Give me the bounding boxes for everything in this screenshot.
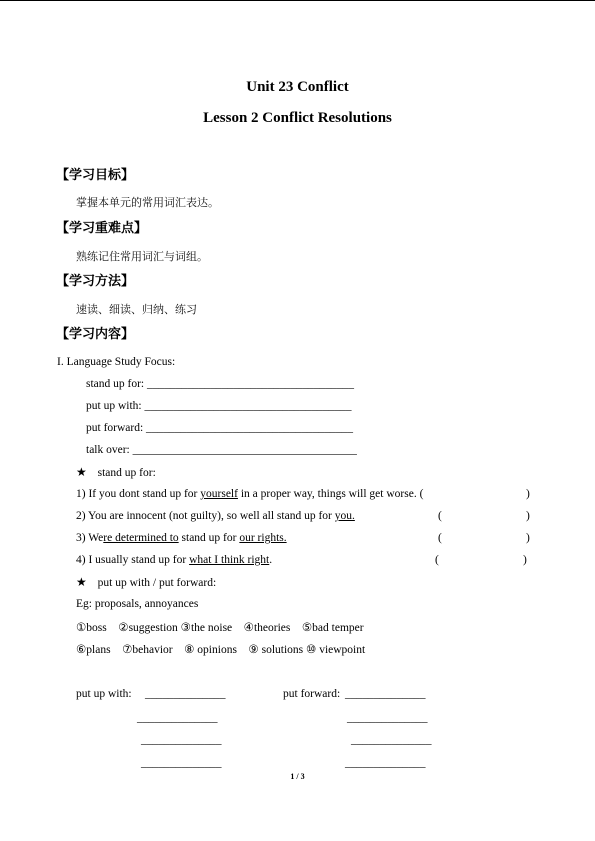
- options-row-2: ⑥plans ⑦behavior ⑧ opinions ⑨ solutions ⑩ viewpoint: [76, 644, 366, 656]
- star-label: stand up for:: [97, 467, 156, 479]
- phrase-row: [76, 422, 353, 434]
- sentence-text: ll all stand up for: [253, 510, 335, 522]
- sentence-text: 4) I usually stand up for: [76, 554, 190, 566]
- section-heading-content: 【学习内容】: [56, 327, 135, 342]
- underlined-phrase: re determined to: [103, 532, 179, 544]
- answer-paren-open: (: [435, 554, 439, 566]
- section-text-goals: 掌握本单元的常用词汇表达。: [76, 196, 219, 209]
- sentence-row: [76, 510, 355, 522]
- answer-blank[interactable]: _______________________________________: [132, 444, 357, 456]
- sentence-text: stand up for: [178, 532, 240, 544]
- section-text-difficulties: 熟练记住常用词汇与词组。: [76, 250, 208, 263]
- sentence-text: 1) If you don: [76, 488, 137, 500]
- page-number: 1 / 3: [290, 772, 305, 781]
- sentence-text: 3) We: [76, 532, 104, 544]
- answer-paren-close: ): [526, 488, 530, 500]
- page-subtitle: Lesson 2 Conflict Resolutions: [203, 110, 392, 126]
- answer-paren-close: ): [526, 532, 530, 544]
- answer-blank[interactable]: ______________: [137, 712, 218, 724]
- underlined-phrase: yourself: [200, 488, 238, 500]
- phrase-label: put forward:: [86, 422, 147, 434]
- put-up-with-label: put up with:: [76, 688, 132, 700]
- page-title: Unit 23 Conflict: [246, 79, 349, 95]
- section-text-methods: 速读、细读、归纳、练习: [76, 303, 197, 316]
- phrase-row: [76, 378, 354, 390]
- answer-blank[interactable]: ______________: [345, 688, 426, 700]
- phrase-row: [76, 400, 351, 412]
- example-line: Eg: proposals, annoyances: [76, 598, 199, 610]
- answer-paren-open: (: [438, 532, 442, 544]
- section-heading-difficulties: 【学习重难点】: [56, 221, 148, 236]
- star-icon: ★: [76, 465, 87, 479]
- phrase-row: [76, 444, 357, 456]
- answer-blank[interactable]: ______________: [145, 688, 226, 700]
- answer-blank[interactable]: ______________: [141, 734, 222, 746]
- section-heading-goals: 【学习目标】: [56, 168, 135, 183]
- put-forward-label: put forward:: [283, 688, 341, 700]
- answer-blank[interactable]: ______________: [345, 757, 426, 769]
- answer-blank[interactable]: ____________________________________: [146, 422, 354, 434]
- sentence-row: [76, 488, 423, 500]
- answer-paren-open: (: [438, 510, 442, 522]
- options-row-1: ①boss ②suggestion ③the noise ④theories ⑤bad temper: [76, 622, 364, 634]
- sentence-row: [76, 532, 287, 544]
- star-item: [76, 575, 216, 589]
- section-heading-methods: 【学习方法】: [56, 274, 135, 289]
- sentence-row: [76, 554, 272, 566]
- answer-blank[interactable]: ____________________________________: [147, 378, 355, 390]
- sentence-text: 2) You are innocent (not guilty), so we: [76, 510, 254, 522]
- focus-title: I. Language Study Focus:: [57, 356, 176, 368]
- phrase-label: talk over:: [86, 444, 133, 456]
- sentence-text: in a proper way, things will get worse. (: [237, 488, 424, 500]
- underlined-phrase: what I think right: [189, 554, 270, 566]
- underlined-phrase: our rights.: [239, 532, 287, 544]
- answer-paren-close: ): [523, 554, 527, 566]
- top-rule: [0, 0, 595, 1]
- phrase-label: put up with:: [86, 400, 145, 412]
- star-label: put up with / put forward:: [97, 577, 217, 589]
- phrase-label: stand up for:: [86, 378, 148, 390]
- sentence-text: .: [269, 554, 273, 566]
- answer-blank[interactable]: ____________________________________: [144, 400, 352, 412]
- star-item: [76, 465, 156, 479]
- answer-blank[interactable]: ______________: [141, 757, 222, 769]
- answer-blank[interactable]: ______________: [347, 712, 428, 724]
- answer-blank[interactable]: ______________: [351, 734, 432, 746]
- star-icon: ★: [76, 575, 87, 589]
- underlined-phrase: you.: [334, 510, 355, 522]
- answer-paren-close: ): [526, 510, 530, 522]
- sentence-text: t stand up for: [136, 488, 201, 500]
